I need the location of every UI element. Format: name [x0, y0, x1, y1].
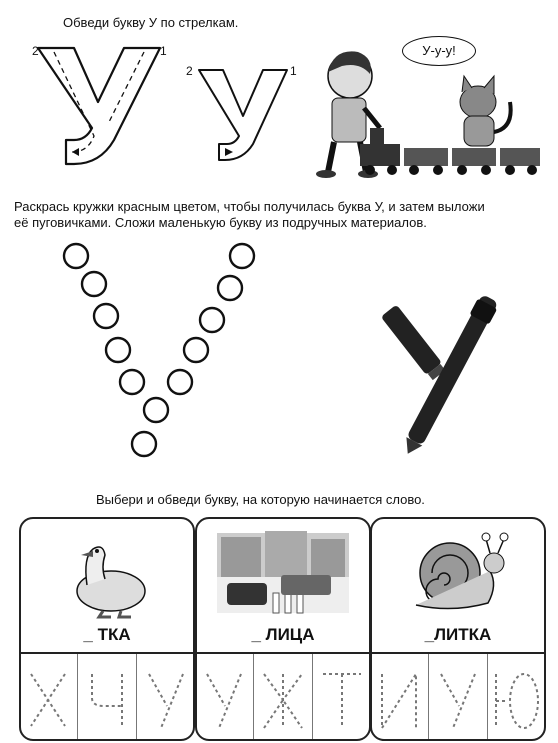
circle-7 [132, 432, 156, 456]
task2-instruction-line2: её пуговичками. Сложи маленькую букву из подручных материалов. [14, 215, 427, 230]
big-letter-label-1: 1 [160, 44, 167, 58]
letter-option-u[interactable] [429, 654, 488, 741]
street-picture [217, 527, 349, 619]
letter-option-u[interactable] [137, 654, 195, 741]
circle-10 [200, 308, 224, 332]
letter-option-ch[interactable] [78, 654, 137, 741]
task3-instruction: Выбери и обведи букву, на которую начинается слово. [96, 492, 425, 507]
duckling-picture [41, 527, 173, 619]
letter-option-zh[interactable] [254, 654, 313, 741]
task2-instruction-line1: Раскрась кружки красным цветом, чтобы получилась буква У, и затем выложи [14, 199, 485, 214]
word-label: _ ЛИЦА [251, 625, 315, 644]
small-letter-label-1: 1 [290, 64, 297, 78]
felt-pen-icon [378, 292, 508, 472]
letter-option-kh[interactable] [19, 654, 78, 741]
word-card-street [195, 517, 371, 741]
circle-3 [94, 304, 118, 328]
circle-9 [218, 276, 242, 300]
circles-letter[interactable] [56, 232, 276, 464]
circle-5 [120, 370, 144, 394]
letter-option-u[interactable] [195, 654, 254, 741]
tracing-letter-small[interactable] [193, 60, 293, 164]
word-label: _ ТКА [83, 625, 131, 644]
speech-bubble: У-у-у! [402, 36, 476, 66]
task1-instruction: Обведи букву У по стрелкам. [63, 15, 239, 30]
circle-2 [82, 272, 106, 296]
word-label: _ЛИТКА [424, 625, 492, 644]
snail-picture [392, 527, 524, 619]
letter-option-t[interactable] [313, 654, 371, 741]
small-letter-label-2: 2 [186, 64, 193, 78]
circle-11 [184, 338, 208, 362]
circle-6 [144, 398, 168, 422]
tracing-letter-big[interactable] [28, 40, 168, 168]
word-card-snail [370, 517, 546, 741]
circle-12 [168, 370, 192, 394]
circle-1 [64, 244, 88, 268]
big-letter-label-2: 2 [32, 44, 39, 58]
letter-option-i[interactable] [370, 654, 429, 741]
letter-option-yu[interactable] [488, 654, 546, 741]
circle-8 [230, 244, 254, 268]
word-card-duckling [19, 517, 195, 741]
circle-4 [106, 338, 130, 362]
